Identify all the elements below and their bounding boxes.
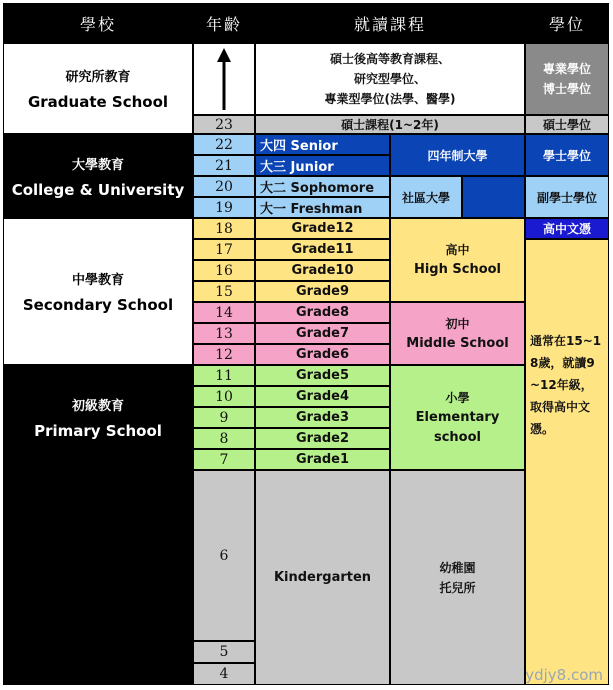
level-primary xyxy=(3,365,193,470)
grade-cell: Grade3 xyxy=(255,407,390,428)
postmaster-line-3: 專業型學位(法學、醫學) xyxy=(324,92,456,106)
elementary-school-zh: 小學 xyxy=(445,390,470,405)
community-college: 社區大學 xyxy=(390,176,462,218)
level-preschool xyxy=(3,470,193,685)
postmaster-line-1: 碩士後高等教育課程、 xyxy=(329,52,450,66)
grade-cell: Grade12 xyxy=(255,218,390,239)
age-cell: 6 xyxy=(193,470,255,641)
age-cell: 18 xyxy=(193,218,255,239)
level-college-en: College & University xyxy=(11,180,185,199)
level-graduate xyxy=(3,43,193,134)
age-cell: 15 xyxy=(193,281,255,302)
header-age: 年齡 xyxy=(193,3,255,43)
elementary-school-en-2: school xyxy=(433,429,482,445)
header-program: 就讀課程 xyxy=(255,3,525,43)
age-cell: 13 xyxy=(193,323,255,344)
elementary-school xyxy=(390,365,525,470)
postmaster-programs xyxy=(255,43,525,115)
age-cell: 14 xyxy=(193,302,255,323)
level-secondary-en: Secondary School xyxy=(22,296,174,314)
four-year-continuation xyxy=(462,176,525,218)
kindergarten-zh-1: 幼稚園 xyxy=(439,560,476,575)
degree-master: 碩士學位 xyxy=(525,115,609,134)
age-cell: 19 xyxy=(193,197,255,218)
age-cell: 21 xyxy=(193,155,255,176)
age-cell: 22 xyxy=(193,134,255,155)
header-degree: 學位 xyxy=(525,3,609,43)
level-secondary xyxy=(3,218,193,365)
age-cell: 20 xyxy=(193,176,255,197)
level-graduate-en: Graduate School xyxy=(27,93,169,111)
diploma-note-cell xyxy=(525,239,609,685)
grade-cell: Grade10 xyxy=(255,260,390,281)
degree-doctorate: 博士學位 xyxy=(542,82,591,96)
level-college xyxy=(3,134,193,218)
kindergarten-zh xyxy=(390,470,525,685)
age-arrow-cell xyxy=(193,43,255,115)
grade-cell: Grade2 xyxy=(255,428,390,449)
age-cell: 23 xyxy=(193,115,255,134)
college-senior: 大四 Senior xyxy=(255,134,390,155)
kindergarten-zh-2: 托兒所 xyxy=(439,580,476,595)
high-school-zh: 高中 xyxy=(445,243,470,257)
age-cell: 4 xyxy=(193,663,255,685)
four-year-university: 四年制大學 xyxy=(390,134,525,176)
up-arrow-icon xyxy=(214,46,234,112)
level-secondary-zh: 中學教育 xyxy=(71,273,124,288)
watermark: ydjy8.com xyxy=(525,666,603,684)
age-cell: 17 xyxy=(193,239,255,260)
grade-cell: Grade11 xyxy=(255,239,390,260)
degree-professional-doctorate xyxy=(525,43,609,115)
age-cell: 9 xyxy=(193,407,255,428)
header-school: 學校 xyxy=(3,3,193,43)
high-school-en: High School xyxy=(413,262,502,277)
grade-cell: Grade6 xyxy=(255,344,390,365)
degree-associate: 副學士學位 xyxy=(525,176,609,218)
age-cell: 11 xyxy=(193,365,255,386)
college-sophomore: 大二 Sophomore xyxy=(255,176,390,197)
grade-cell: Grade1 xyxy=(255,449,390,470)
age-cell: 7 xyxy=(193,449,255,470)
middle-school xyxy=(390,302,525,365)
age-cell: 10 xyxy=(193,386,255,407)
postmaster-line-2: 研究型學位、 xyxy=(353,72,426,86)
grade-cell: Grade8 xyxy=(255,302,390,323)
college-junior: 大三 Junior xyxy=(255,155,390,176)
master-course: 碩士課程(1~2年) xyxy=(255,115,525,134)
age-cell: 8 xyxy=(193,428,255,449)
age-cell: 12 xyxy=(193,344,255,365)
middle-school-zh: 初中 xyxy=(445,316,470,331)
age-cell: 5 xyxy=(193,641,255,663)
education-system-chart xyxy=(3,3,609,685)
elementary-school-en-1: Elementary xyxy=(415,409,500,425)
high-school xyxy=(390,218,525,302)
diploma-label: 高中文憑 xyxy=(525,218,609,239)
kindergarten-en: Kindergarten xyxy=(255,470,390,685)
degree-professional: 專業學位 xyxy=(542,62,591,76)
college-freshman: 大一 Freshman xyxy=(255,197,390,218)
grade-cell: Grade4 xyxy=(255,386,390,407)
level-primary-en: Primary School xyxy=(34,422,162,440)
grade-cell: Grade7 xyxy=(255,323,390,344)
age-cell: 16 xyxy=(193,260,255,281)
level-primary-zh: 初級教育 xyxy=(71,399,124,414)
grade-cell: Grade5 xyxy=(255,365,390,386)
middle-school-en: Middle School xyxy=(406,335,509,351)
level-graduate-zh: 研究所教育 xyxy=(65,70,131,85)
degree-bachelor: 學士學位 xyxy=(525,134,609,176)
level-college-zh: 大學教育 xyxy=(71,157,124,173)
diploma-note: 通常在15~18歲，就讀9~12年級，取得高中文憑。 xyxy=(530,334,602,436)
grade-cell: Grade9 xyxy=(255,281,390,302)
